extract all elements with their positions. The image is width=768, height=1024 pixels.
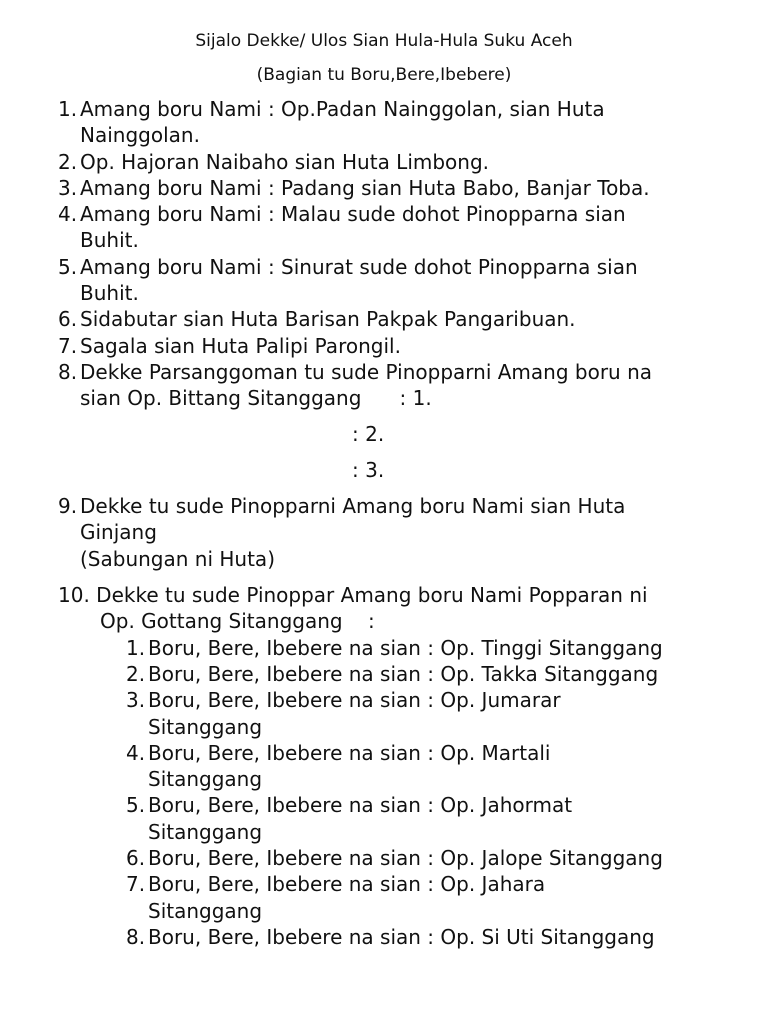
sublist-line: Boru, Bere, Ibebere na sian : Op. Tinggi Sitanggang: [148, 635, 663, 660]
sublist-item: [0, 845, 768, 871]
list-line: [58, 582, 768, 608]
list-continuation: : 3.: [352, 457, 385, 482]
sublist-number: 2.: [126, 661, 146, 686]
sublist-line: Sitanggang: [148, 714, 263, 739]
list-line: Amang boru Nami : Op.Padan Nainggolan, sian Huta: [80, 97, 605, 121]
list-line: Op. Gottang Sitanggang :: [100, 609, 375, 634]
sublist-item: [0, 792, 768, 845]
document-subtitle: (Bagian tu Boru,Bere,Ibebere): [256, 65, 512, 85]
list-item: [0, 175, 768, 201]
sublist-number: 8.: [126, 924, 146, 949]
list-item: [0, 201, 768, 254]
list-line: Buhit.: [80, 228, 139, 253]
list-line: (Sabungan ni Huta): [80, 546, 275, 571]
sublist-number: 1.: [126, 635, 146, 660]
sublist-line: Sitanggang: [148, 819, 263, 844]
list-line: Amang boru Nami : Padang sian Huta Babo, Banjar Toba.: [80, 175, 650, 200]
list-number: 9.: [58, 494, 78, 519]
list-number: 1.: [58, 97, 78, 121]
sublist-item: [0, 924, 768, 950]
sublist-item: [0, 635, 768, 661]
sublist-line: Boru, Bere, Ibebere na sian : Op. Jahormat: [148, 793, 573, 818]
sublist-line: Sitanggang: [148, 767, 263, 792]
list-line: Dekke tu sude Pinopparni Amang boru Nami sian Huta: [80, 494, 626, 519]
list-line: Op. Hajoran Naibaho sian Huta Limbong.: [80, 149, 490, 174]
sublist-number: 4.: [126, 740, 146, 765]
list-number: 2.: [58, 149, 78, 174]
document-title: Sijalo Dekke/ Ulos Sian Hula-Hula Suku Aceh: [195, 31, 573, 51]
list-line: Buhit.: [80, 281, 139, 306]
list-number: 6.: [58, 307, 78, 332]
list-number: 8.: [58, 359, 78, 384]
list-item: [0, 493, 768, 572]
sublist-number: 6.: [126, 846, 146, 871]
list-line: Dekke Parsanggoman tu sude Pinopparni Amang boru na: [80, 359, 653, 384]
list-line: Nainggolan.: [80, 123, 200, 148]
list-item: [0, 306, 768, 332]
list-number: 10.: [58, 583, 90, 608]
sublist-line: Boru, Bere, Ibebere na sian : Op. Jalope Sitanggang: [148, 846, 663, 871]
list-item: [0, 254, 768, 307]
list-item: [0, 96, 768, 149]
sublist-item: [0, 871, 768, 924]
sublist-item: [0, 740, 768, 793]
list-item: [0, 582, 768, 635]
list-item: [0, 333, 768, 359]
list-number: 7.: [58, 333, 78, 358]
list-number: 5.: [58, 254, 78, 279]
sublist-line: Boru, Bere, Ibebere na sian : Op. Si Uti Sitanggang: [148, 924, 655, 949]
sublist-number: 3.: [126, 688, 146, 713]
sublist-number: 5.: [126, 793, 146, 818]
list-number: 4.: [58, 202, 78, 227]
list-continuation: : 2.: [352, 421, 385, 446]
list-line: Ginjang: [80, 520, 157, 545]
sublist-line: Boru, Bere, Ibebere na sian : Op. Jumarar: [148, 688, 561, 713]
sublist-item: [0, 661, 768, 687]
sublist-line: Sitanggang: [148, 898, 263, 923]
list-line-text: Dekke tu sude Pinoppar Amang boru Nami Popparan ni: [96, 583, 648, 608]
sublist-line: Boru, Bere, Ibebere na sian : Op. Takka Sitanggang: [148, 661, 659, 686]
numbered-list: [0, 96, 768, 950]
list-line: Sagala sian Huta Palipi Parongil.: [80, 333, 401, 358]
sublist-line: Boru, Bere, Ibebere na sian : Op. Jahara: [148, 872, 546, 897]
list-line: sian Op. Bittang Sitanggang : 1.: [80, 386, 432, 411]
sublist-item: [0, 687, 768, 740]
list-number: 3.: [58, 175, 78, 200]
list-item: [0, 149, 768, 175]
list-line: Amang boru Nami : Sinurat sude dohot Pinopparna sian: [80, 254, 638, 279]
sublist-number: 7.: [126, 872, 146, 897]
list-line: Sidabutar sian Huta Barisan Pakpak Pangaribuan.: [80, 307, 576, 332]
list-item: [0, 359, 768, 412]
list-line: Amang boru Nami : Malau sude dohot Pinopparna sian: [80, 202, 626, 227]
sublist-line: Boru, Bere, Ibebere na sian : Op. Martali: [148, 740, 551, 765]
